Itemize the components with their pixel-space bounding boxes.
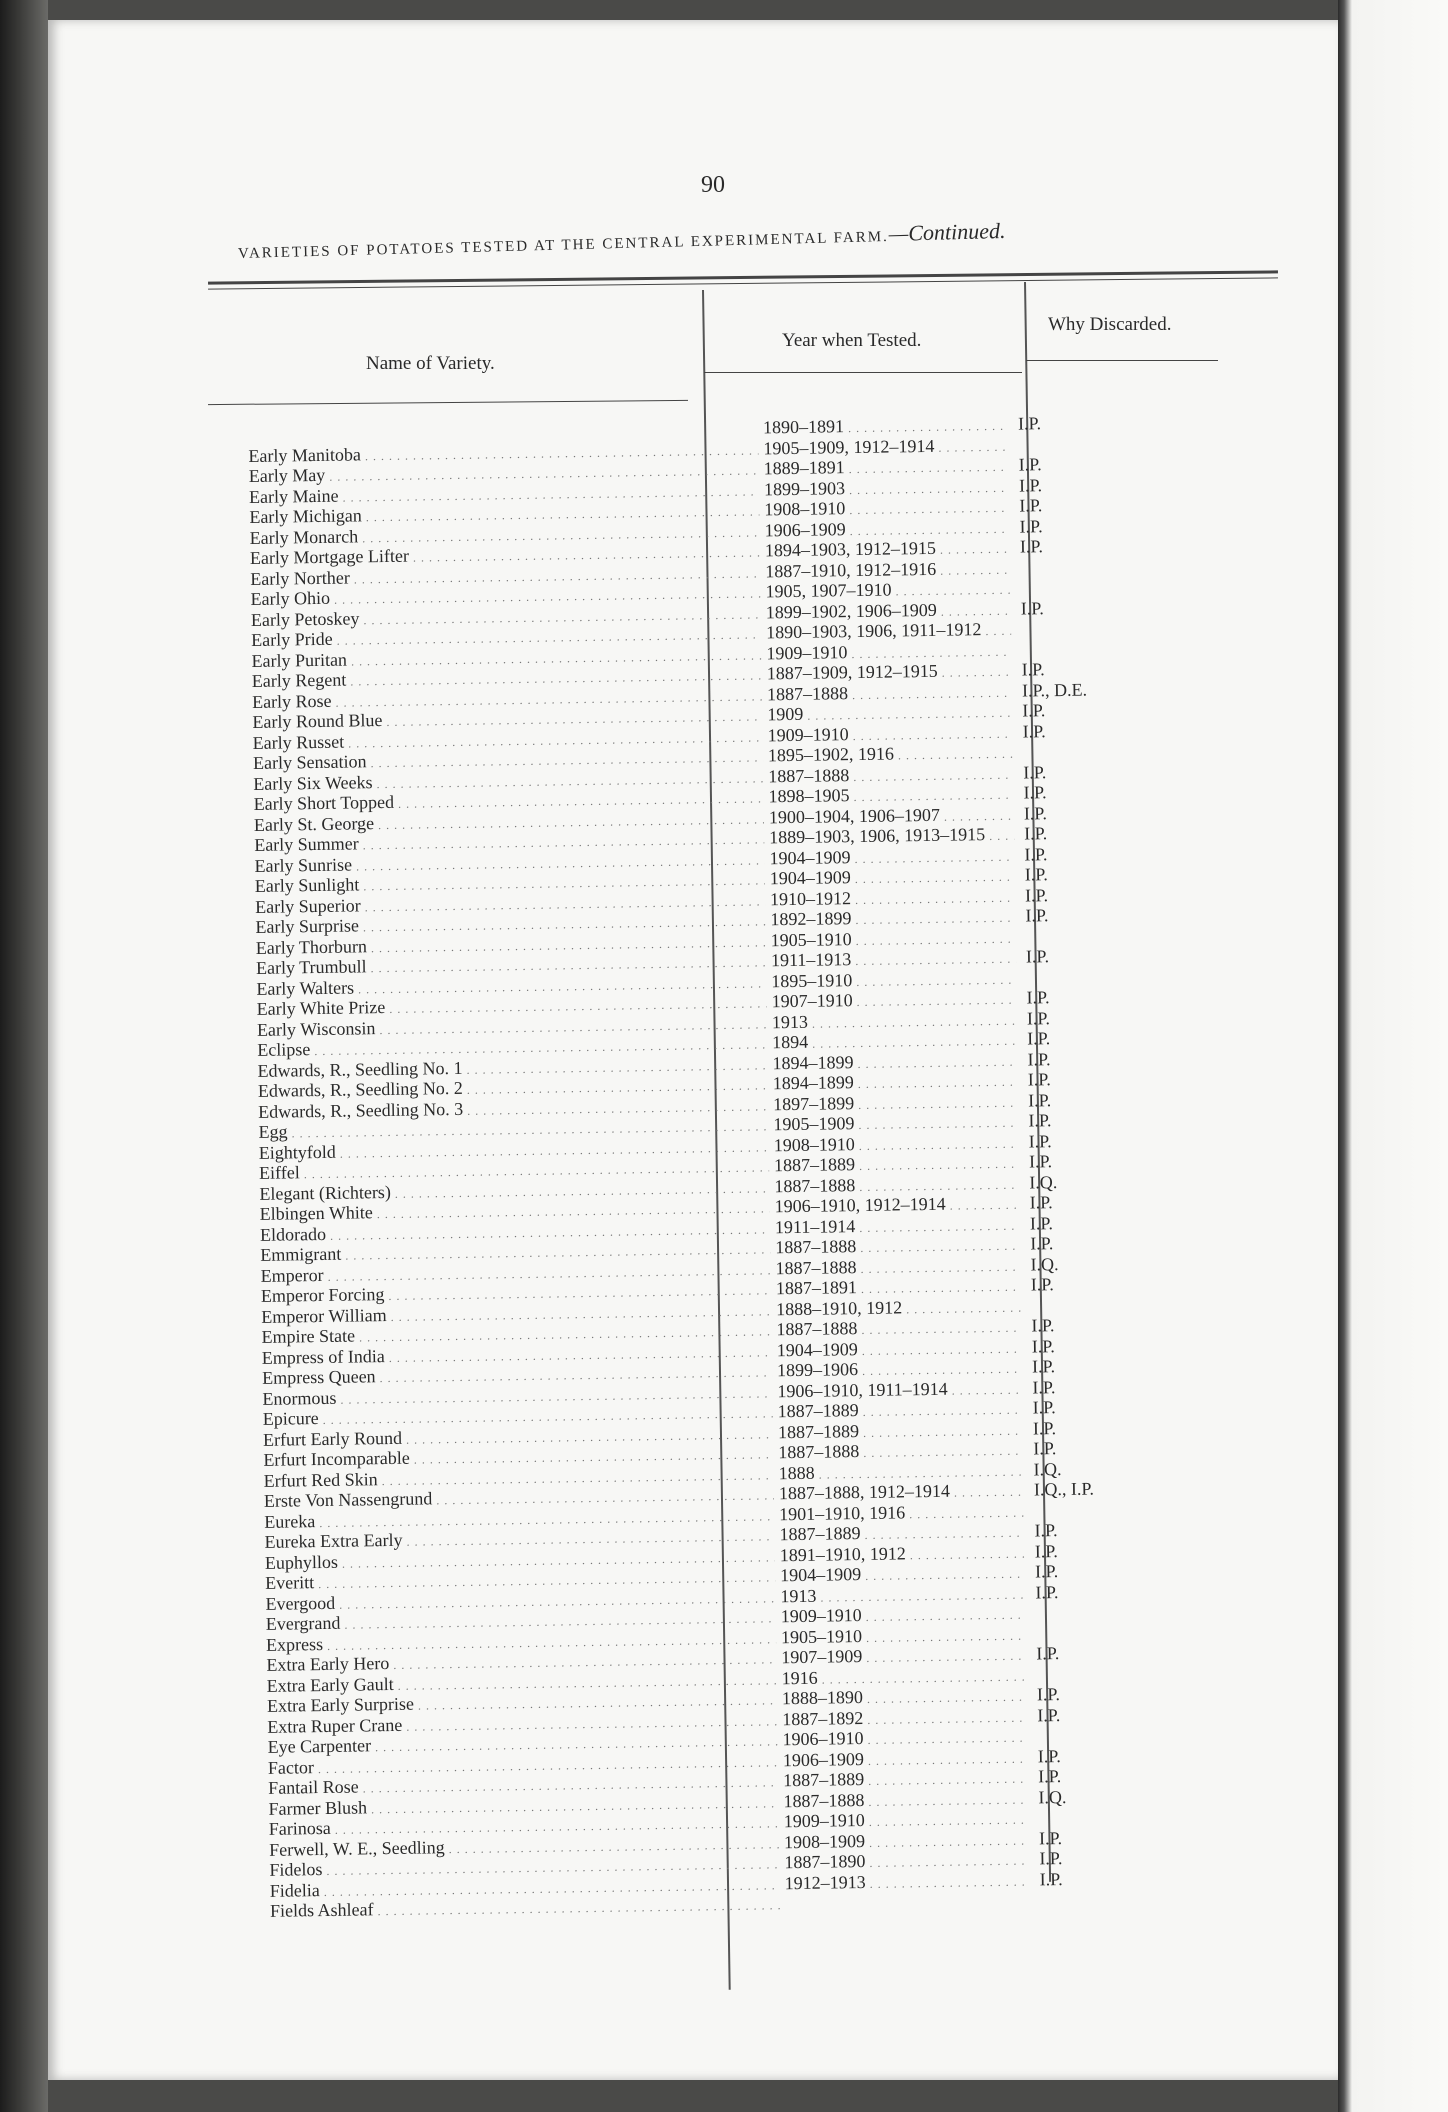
why-discarded-cell: I.P. [1022,720,1046,742]
variety-name-cell: Emperor . . . [260,1258,770,1288]
year-tested-cell: 1894–1899 . . . [773,1070,1018,1096]
why-discarded-cell: I.P. [1028,1151,1053,1172]
why-discarded-cell: I.P. [1032,1417,1057,1438]
year-tested-cell: 1906–1909 . . . [764,516,1009,542]
year-tested-cell: 1887–1888 . . . [775,1254,1020,1280]
why-discarded-cell: I.P. [1026,987,1050,1008]
why-discarded-cell: I.P. [1037,1704,1061,1725]
year-tested-cell: 1907–1909 . . . [781,1644,1026,1670]
variety-name-cell: Fidelia . . . [270,1873,780,1903]
facing-page-edge [1338,0,1448,2112]
why-discarded-cell: I.P. [1030,1233,1054,1254]
why-discarded-cell: I.P. [1024,884,1049,906]
variety-name-cell: Early Norther . . . [250,561,760,591]
year-tested-cell: 1887–1889 . . . [774,1152,1019,1178]
column-header-rule-name [208,400,688,405]
variety-name-cell: Epicure . . . [263,1401,773,1431]
variety-name-cell: Erfurt Incomparable . . . [263,1442,773,1472]
variety-name-cell: Early St. George . . . [254,807,764,837]
why-discarded-cell: I.P. [1031,1356,1056,1377]
column-header-rule-year [704,372,1022,373]
year-tested-cell: 1908–1910 . . . [764,496,1009,522]
variety-name-cell: Extra Early Gault . . . [267,1668,777,1698]
year-tested-cell: 1887–1888 . . . [775,1234,1020,1260]
variety-name-cell: Elbingen White . . . [260,1196,770,1226]
why-discarded-cell: I.P. [1037,1766,1062,1787]
year-tested-cell: 1894 . . . [772,1029,1017,1055]
year-tested-cell: 1887–1889 . . . [779,1521,1024,1547]
variety-name-cell: Emmigrant . . . [260,1237,770,1267]
year-tested-cell: 1892–1899 . . . [770,906,1015,932]
column-header-why: Why Discarded. [1048,314,1172,335]
year-tested-cell: 1905–1910 . . . [771,926,1016,952]
variety-name-cell: Early Surprise . . . [255,909,765,939]
variety-name-cell: Express . . . [266,1627,776,1657]
variety-name-cell: Early Michigan . . . [249,499,759,529]
why-discarded-cell: I.P. [1034,1520,1058,1541]
year-tested-cell: 1909–1910 . . . [768,721,1013,747]
year-tested-cell: 1901–1910, 1916 . . . [779,1500,1024,1526]
why-discarded-cell: I.P. [1024,843,1048,865]
year-tested-cell: 1887–1889 . . . [783,1767,1028,1793]
variety-name-cell: Farmer Blush . . . [268,1791,778,1821]
variety-name-cell: Early White Prize . . . [257,991,767,1021]
why-discarded-cell: I.P. [1027,1089,1052,1111]
year-tested-cell: 1890–1891 . . . [763,414,1008,440]
variety-name-cell: Factor . . . [268,1750,778,1780]
year-tested-cell: 1887–1888 . . . [767,680,1012,706]
variety-name-cell: Edwards, R., Seedling No. 2 . . . [258,1073,768,1103]
variety-name-cell: Fields Ashleaf . . . [270,1893,780,1923]
variety-name-cell: Eureka . . . [264,1504,774,1534]
why-discarded-cell: I.P. [1032,1376,1056,1397]
variety-name-cell: Early Regent . . . [252,663,762,693]
year-tested-cell: 1911–1914 . . . [775,1213,1020,1239]
year-tested-cell: 1913 . . . [780,1582,1025,1608]
year-tested-cell: 1906–1910, 1912–1914 . . . [774,1193,1019,1219]
year-tested-cell: 1888–1910, 1912 . . . [776,1295,1021,1321]
year-tested-cell: 1906–1909 . . . [783,1746,1028,1772]
variety-name-cell: Early Russet . . . [253,725,763,755]
variety-name-cell: Euphyllos . . . [265,1545,775,1575]
year-tested-cell: 1909 . . . [767,701,1012,727]
why-discarded-cell: I.P. [1028,1110,1052,1131]
variety-name-cell: Early Trumbull . . . [256,950,766,980]
why-discarded-cell: I.P. [1027,1028,1051,1049]
variety-name-cell: Emperor Forcing . . . [261,1278,771,1308]
why-discarded-cell: I.P. [1037,1745,1061,1766]
variety-name-cell: Enormous . . . [262,1381,772,1411]
why-discarded-cell: I.P. [1026,1007,1051,1029]
why-discarded-cell: I.P. [1031,1315,1055,1336]
year-tested-cell: 1887–1889 . . . [778,1418,1023,1444]
variety-name-cell: Erfurt Early Round . . . [263,1422,773,1452]
variety-name-cell: Eiffel . . . [259,1155,769,1185]
year-tested-cell: 1908–1910 . . . [774,1131,1019,1157]
why-discarded-cell: I.P. [1019,536,1044,557]
why-discarded-cell: I.P. [1018,474,1043,496]
why-discarded-cell: I.P. [1030,1274,1054,1295]
variety-name-cell: Early Rose . . . [252,684,762,714]
year-tested-cell: 1909–1910 . . . [781,1603,1026,1629]
why-discarded-cell: I.P. [1022,700,1046,721]
variety-name-cell: Early Manitoba . . . [248,438,758,468]
why-discarded-cell: I.P. [1023,802,1048,824]
variety-name-cell: Erfurt Red Skin . . . [264,1463,774,1493]
variety-name-cell: Early Puritan . . . [251,643,761,673]
year-tested-cell: 1894–1899 . . . [772,1049,1017,1075]
year-tested-cell: 1911–1913 . . . [771,947,1016,973]
year-tested-cell: 1905, 1907–1910 . . . [765,578,1010,604]
year-tested-cell: 1910–1912 . . . [770,885,1015,911]
year-tested-cell: 1904–1909 . . . [769,844,1014,870]
why-discarded-cell: I.P. [1023,823,1048,844]
year-tested-cell: 1887–1888, 1912–1914 . . . [779,1480,1024,1506]
why-discarded-cell: I.P. [1039,1848,1063,1869]
variety-name-cell: Evergood . . . [265,1586,775,1616]
variety-name-cell: Eye Carpenter . . . [267,1729,777,1759]
year-tested-cell: 1887–1888 . . . [774,1172,1019,1198]
variety-name-cell: Erste Von Nassengrund . . . [264,1483,774,1513]
why-discarded-cell: I.Q., I.P. [1033,1478,1095,1500]
why-discarded-cell: I.P. [1027,1048,1051,1070]
variety-name-cell: Early Short Topped . . . [253,786,763,816]
variety-name-cell: Fantail Rose . . . [268,1770,778,1800]
variety-name-cell: Early Walters . . . [256,971,766,1001]
year-tested-cell: 1904–1909 . . . [770,865,1015,891]
why-discarded-cell: I.P. [1027,1069,1051,1090]
year-tested-cell: 1912–1913 . . . [785,1869,1030,1895]
why-discarded-cell: I.P. [1018,454,1042,475]
year-tested-cell: 1887–1889 . . . [778,1398,1023,1424]
variety-name-cell: Eldorado . . . [260,1217,770,1247]
why-discarded-cell: I.Q. [1033,1458,1062,1479]
why-discarded-cell: I.P. [1031,1335,1055,1356]
year-tested-cell: 1900–1904, 1906–1907 . . . [769,803,1014,829]
year-tested-cell: 1909–1910 . . . [784,1808,1029,1834]
year-tested-cell: 1905–1909 . . . [773,1111,1018,1137]
year-tested-cell: 1890–1903, 1906, 1911–1912 . . . [766,619,1011,645]
variety-name-cell: Early Superior . . . [255,889,765,919]
year-tested-cell: 1887–1890 . . . [784,1849,1029,1875]
year-tested-cell: 1908–1909 . . . [784,1828,1029,1854]
year-tested-cell: 1889–1891 . . . [764,455,1009,481]
variety-name-cell: Fidelos . . . [269,1852,779,1882]
year-tested-cell: 1887–1910, 1912–1916 . . . [765,557,1010,583]
table-title-continued: —Continued. [888,217,1006,246]
why-discarded-cell: I.P. [1019,515,1043,537]
variety-name-cell: Early Monarch . . . [250,520,760,550]
why-discarded-cell: I.P. [1028,1130,1052,1151]
year-tested-cell: 1887–1888 . . . [768,762,1013,788]
year-tested-cell: 1887–1888 . . . [778,1439,1023,1465]
year-tested-cell: 1905–1909, 1912–1914 . . . [763,434,1008,460]
year-tested-cell: 1904–1909 . . . [777,1336,1022,1362]
variety-name-cell: Early Thorburn . . . [256,930,766,960]
year-tested-cell: 1894–1903, 1912–1915 . . . [765,537,1010,563]
variety-name-cell: Eightyfold . . . [259,1135,769,1165]
variety-name-cell: Edwards, R., Seedling No. 3 . . . [258,1094,768,1124]
why-discarded-cell: I.P., D.E. [1021,679,1088,701]
why-discarded-cell: I.P. [1025,905,1049,926]
potato-varieties-table [248,410,1290,1921]
variety-name-cell: Early Summer . . . [254,827,764,857]
variety-name-cell: Early Maine . . . [249,479,759,509]
year-tested-cell: 1887–1909, 1912–1915 . . . [767,660,1012,686]
variety-name-cell: Early May . . . [249,458,759,488]
variety-name-cell: Early Round Blue . . . [252,704,762,734]
year-tested-cell: 1887–1888 . . . [776,1316,1021,1342]
column-header-name: Name of Variety. [366,353,495,374]
year-tested-cell: 1899–1902, 1906–1909 . . . [766,598,1011,624]
why-discarded-cell: I.P. [1033,1438,1057,1459]
variety-name-cell: Early Petoskey . . . [251,602,761,632]
why-discarded-cell: I.P. [1034,1561,1059,1582]
variety-name-cell: Extra Early Surprise . . . [267,1688,777,1718]
why-discarded-cell: I.P. [1036,1684,1061,1705]
why-discarded-cell: I.P. [1039,1868,1063,1889]
why-discarded-cell: I.P. [1017,413,1042,434]
table-title-text: VARIETIES OF POTATOES TESTED AT THE CENTRAL EXPERIMENTAL FARM. [237,228,890,262]
why-discarded-cell: I.P. [1032,1397,1056,1418]
year-tested-cell: 1899–1903 . . . [764,475,1009,501]
variety-name-cell: Early Pride . . . [251,622,761,652]
year-tested-cell: 1905–1910 . . . [781,1623,1026,1649]
variety-name-cell: Ferwell, W. E., Seedling . . . [269,1832,779,1862]
year-tested-cell: 1891–1910, 1912 . . . [780,1541,1025,1567]
variety-name-cell: Empress Queen . . . [262,1360,772,1390]
year-tested-cell: 1888–1890 . . . [782,1685,1027,1711]
variety-name-cell: Early Six Weeks . . . [253,766,763,796]
table-title [238,211,1268,264]
why-discarded-cell: I.P. [1036,1643,1060,1664]
variety-name-cell: Early Mortgage Lifter . . . [250,540,760,570]
variety-name-cell: Early Sensation . . . [253,745,763,775]
variety-name-cell: Farinosa . . . [269,1811,779,1841]
variety-name-cell: Extra Early Hero . . . [266,1647,776,1677]
year-tested-cell: 1895–1910 . . . [771,967,1016,993]
why-discarded-cell: I.P. [1020,597,1044,619]
year-tested-cell: 1889–1903, 1906, 1913–1915 . . . [769,824,1014,850]
why-discarded-cell: I.Q. [1029,1171,1058,1192]
why-discarded-cell: I.P. [1034,1540,1058,1561]
year-tested-cell: 1887–1888 . . . [783,1787,1028,1813]
document-page [48,20,1338,2080]
variety-name-cell: Egg . . . [258,1114,768,1144]
why-discarded-cell: I.P. [1024,864,1048,885]
why-discarded-cell: I.Q. [1030,1253,1059,1274]
column-header-year: Year when Tested. [782,330,922,351]
book-spine-left [0,0,48,2112]
year-tested-cell: 1906–1910 . . . [782,1726,1027,1752]
year-tested-cell: 1898–1905 . . . [768,783,1013,809]
variety-name-cell: Edwards, R., Seedling No. 1 . . . [257,1053,767,1083]
year-tested-cell: 1888 . . . [778,1459,1023,1485]
year-tested-cell: 1887–1891 . . . [776,1275,1021,1301]
year-tested-cell: 1907–1910 . . . [771,988,1016,1014]
year-tested-cell: 1909–1910 . . . [766,639,1011,665]
variety-name-cell: Early Sunrise . . . [254,848,764,878]
year-tested-cell: 1916 . . . [781,1664,1026,1690]
year-tested-cell: 1895–1902, 1916 . . . [768,742,1013,768]
variety-name-cell: Empire State . . . [261,1319,771,1349]
why-discarded-cell: I.P. [1021,659,1045,680]
variety-name-cell: Eureka Extra Early . . . [264,1524,774,1554]
variety-name-cell: Evergrand . . . [266,1606,776,1636]
why-discarded-cell: I.P. [1023,761,1047,783]
year-tested-cell: 1887–1892 . . . [782,1705,1027,1731]
why-discarded-cell: I.P. [1023,782,1047,803]
variety-name-cell: Everitt . . . [265,1565,775,1595]
page-number: 90 [701,172,725,198]
variety-name-cell: Early Wisconsin . . . [257,1012,767,1042]
why-discarded-cell: I.P. [1019,495,1043,516]
why-discarded-cell: I.P. [1038,1827,1063,1848]
why-discarded-cell: I.Q. [1038,1786,1067,1807]
variety-name-cell: Extra Ruper Crane . . . [267,1709,777,1739]
variety-name-cell [248,417,758,425]
variety-name-cell: Early Ohio . . . [250,581,760,611]
year-tested-cell: 1899–1906 . . . [777,1357,1022,1383]
variety-name-cell: Eclipse . . . [257,1032,767,1062]
variety-name-cell: Elegant (Richters) . . . [259,1176,769,1206]
why-discarded-cell: I.P. [1025,946,1050,967]
column-header-rule-why [1026,360,1218,361]
year-tested-cell: 1906–1910, 1911–1914 . . . [777,1377,1022,1403]
variety-name-cell: Empress of India . . . [262,1340,772,1370]
why-discarded-cell: I.P. [1029,1192,1053,1213]
year-tested-cell: 1904–1909 . . . [780,1562,1025,1588]
variety-name-cell: Early Sunlight . . . [255,868,765,898]
variety-name-cell: Emperor William . . . [261,1299,771,1329]
why-discarded-cell: I.P. [1035,1581,1059,1602]
year-tested-cell: 1897–1899 . . . [773,1090,1018,1116]
year-tested-cell: 1913 . . . [772,1008,1017,1034]
why-discarded-cell: I.P. [1029,1212,1054,1233]
